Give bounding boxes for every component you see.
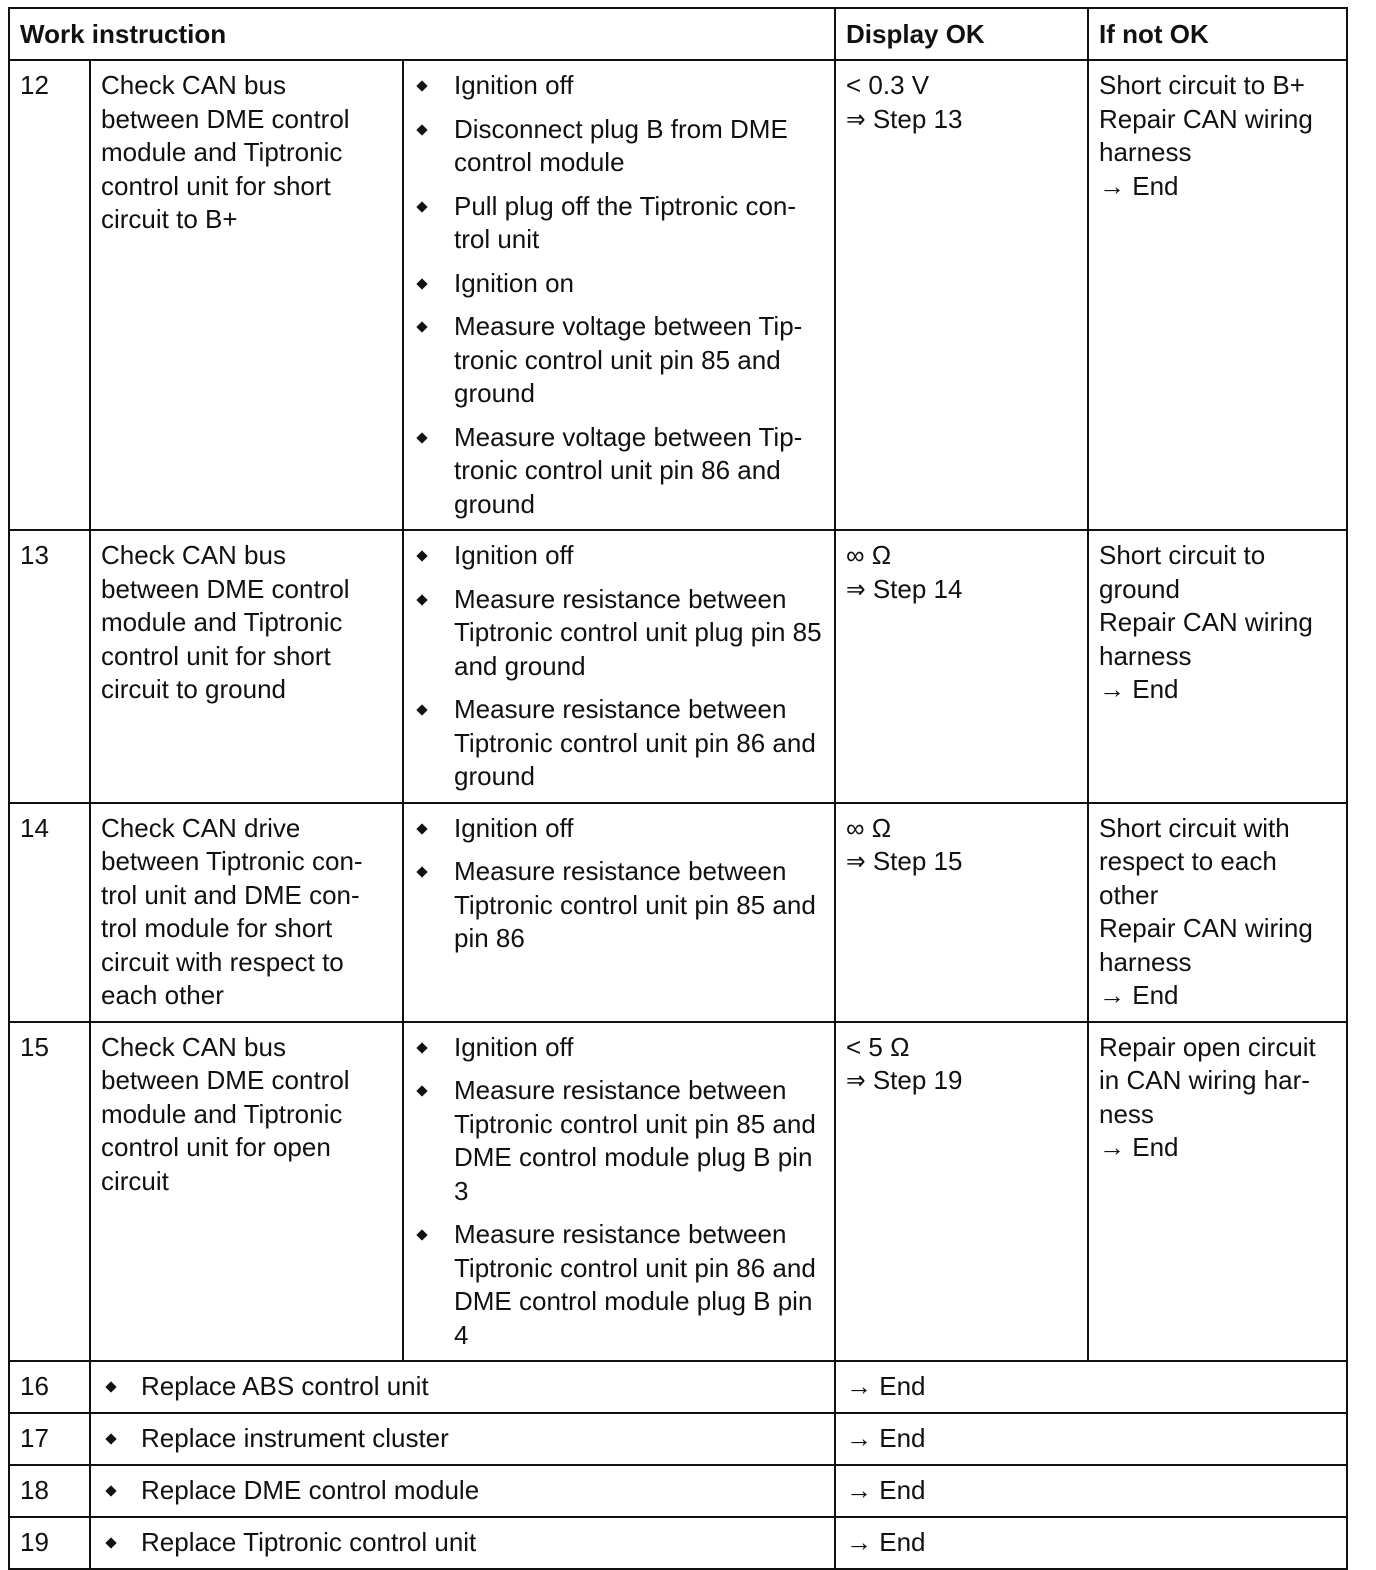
display-ok-cell (835, 803, 1088, 1022)
table-row (9, 1413, 1347, 1465)
diamond-bullet-icon (416, 124, 427, 135)
diamond-bullet-icon (416, 201, 427, 212)
diamond-bullet-icon (105, 1433, 116, 1444)
diamond-bullet-icon (416, 1229, 427, 1240)
repair-action: Repair CAN wiring harness (1099, 103, 1313, 167)
description-text: Check CAN bus between DME control module and Tiptronic control unit for short circuit to B+ (101, 70, 350, 234)
display-ok-cell (835, 1022, 1088, 1362)
list-item: Measure resistance between Tiptronic control unit pin 86 and ground (414, 693, 824, 794)
table-header-row (9, 8, 1347, 60)
diamond-bullet-icon (416, 866, 427, 877)
list-item: Disconnect plug B from DME control module (414, 113, 824, 180)
step-description (90, 803, 403, 1022)
next-step-link: ⇒ Step 15 (846, 846, 963, 876)
step-description (90, 60, 403, 530)
header-if-not-ok: If not OK (1088, 8, 1347, 60)
display-ok-value: < 0.3 V (846, 70, 930, 100)
if-not-ok-cell (1088, 1022, 1347, 1362)
if-not-ok-cell (1088, 803, 1347, 1022)
step-instructions (403, 1022, 835, 1362)
diamond-bullet-icon (416, 704, 427, 715)
diamond-bullet-icon (105, 1381, 116, 1392)
work-instruction-table (8, 7, 1348, 1570)
display-ok-value: ∞ Ω (846, 812, 892, 843)
step-instructions (403, 803, 835, 1022)
step-number: 18 (9, 1465, 90, 1517)
table-row (9, 1465, 1347, 1517)
diamond-bullet-icon (416, 594, 427, 605)
list-item: Measure resistance between Tiptronic control unit plug pin 85 and ground (414, 583, 824, 684)
result-cell: → End (835, 1465, 1347, 1517)
diamond-bullet-icon (416, 1042, 427, 1053)
diamond-bullet-icon (416, 278, 427, 289)
step-description (90, 530, 403, 803)
end-marker: → End (1099, 674, 1179, 704)
table-row (9, 1022, 1347, 1362)
diamond-bullet-icon (416, 80, 427, 91)
step-number: 19 (9, 1517, 90, 1569)
list-item: Ignition off (414, 69, 824, 103)
diamond-bullet-icon (105, 1485, 116, 1496)
diamond-bullet-icon (416, 550, 427, 561)
list-item: Measure resistance between Tiptronic control unit pin 85 and DME control module plug B pin 3 (414, 1074, 824, 1208)
result-cell: → End (835, 1413, 1347, 1465)
list-item: Measure resistance between Tiptronic control unit pin 85 and pin 86 (414, 855, 824, 956)
result-cell: → End (835, 1361, 1347, 1413)
list-item: Measure voltage between Tip-tronic control unit pin 86 and ground (414, 421, 824, 522)
table-row (9, 1517, 1347, 1569)
list-item: Ignition off (414, 812, 824, 846)
step-number: 15 (9, 1022, 90, 1362)
header-work-instruction: Work instruction (9, 8, 835, 60)
next-step-link: ⇒ Step 13 (846, 103, 963, 134)
diamond-bullet-icon (416, 432, 427, 443)
repair-action: Repair CAN wiring harness (1099, 607, 1313, 671)
step-number: 13 (9, 530, 90, 803)
if-not-ok-cell (1088, 530, 1347, 803)
diamond-bullet-icon (416, 1085, 427, 1096)
description-text: Check CAN bus between DME control module and Tiptronic control unit for open circuit (101, 1031, 350, 1196)
next-step-link: ⇒ Step 14 (846, 573, 963, 604)
if-not-ok-cell (1088, 60, 1347, 530)
list-item: Measure voltage between Tip-tronic control unit pin 85 and ground (414, 310, 824, 411)
step-instructions (403, 60, 835, 530)
table-row (9, 1361, 1347, 1413)
display-ok-value: ∞ Ω (846, 540, 892, 570)
step-number: 16 (9, 1361, 90, 1413)
end-marker: → End (1099, 980, 1179, 1010)
step-number: 17 (9, 1413, 90, 1465)
step-instruction: Replace ABS control unit (90, 1361, 835, 1413)
description-text: Check CAN drive between Tiptronic con-trol unit and DME con-trol module for short circuit with respect to each other (101, 812, 363, 1010)
description-text: Check CAN bus between DME control module and Tiptronic control unit for short circuit to ground (101, 540, 350, 704)
header-display-ok: Display OK (835, 8, 1088, 60)
next-step-link: ⇒ Step 19 (846, 1065, 963, 1095)
diamond-bullet-icon (416, 321, 427, 332)
step-instruction: Replace Tiptronic control unit (90, 1517, 835, 1569)
list-item: Measure resistance between Tiptronic control unit pin 86 and DME control module plug B pin 4 (414, 1218, 824, 1352)
repair-action: Repair CAN wiring harness (1099, 913, 1313, 977)
list-item: Pull plug off the Tiptronic con-trol unit (414, 190, 824, 257)
end-marker: → End (1099, 1132, 1179, 1162)
step-number: 14 (9, 803, 90, 1022)
work-instruction-page (8, 7, 1346, 1570)
fault-description: Short circuit to ground (1099, 540, 1266, 604)
list-item: Ignition off (414, 1031, 824, 1065)
step-instruction: Replace instrument cluster (90, 1413, 835, 1465)
table-row (9, 60, 1347, 530)
table-row (9, 530, 1347, 803)
fault-description: Short circuit to B+ (1099, 70, 1305, 100)
step-instructions (403, 530, 835, 803)
step-description (90, 1022, 403, 1362)
step-instruction: Replace DME control module (90, 1465, 835, 1517)
list-item: Ignition on (414, 267, 824, 301)
display-ok-cell (835, 530, 1088, 803)
table-row (9, 803, 1347, 1022)
display-ok-value: < 5 Ω (846, 1031, 910, 1062)
list-item: Ignition off (414, 539, 824, 573)
diamond-bullet-icon (105, 1537, 116, 1548)
diamond-bullet-icon (416, 823, 427, 834)
fault-description: Short circuit with respect to each other (1099, 812, 1290, 910)
step-number: 12 (9, 60, 90, 530)
result-cell: → End (835, 1517, 1347, 1569)
end-marker: → End (1099, 170, 1179, 201)
display-ok-cell (835, 60, 1088, 530)
repair-action: Repair open circuit in CAN wiring har-ness (1099, 1031, 1316, 1129)
